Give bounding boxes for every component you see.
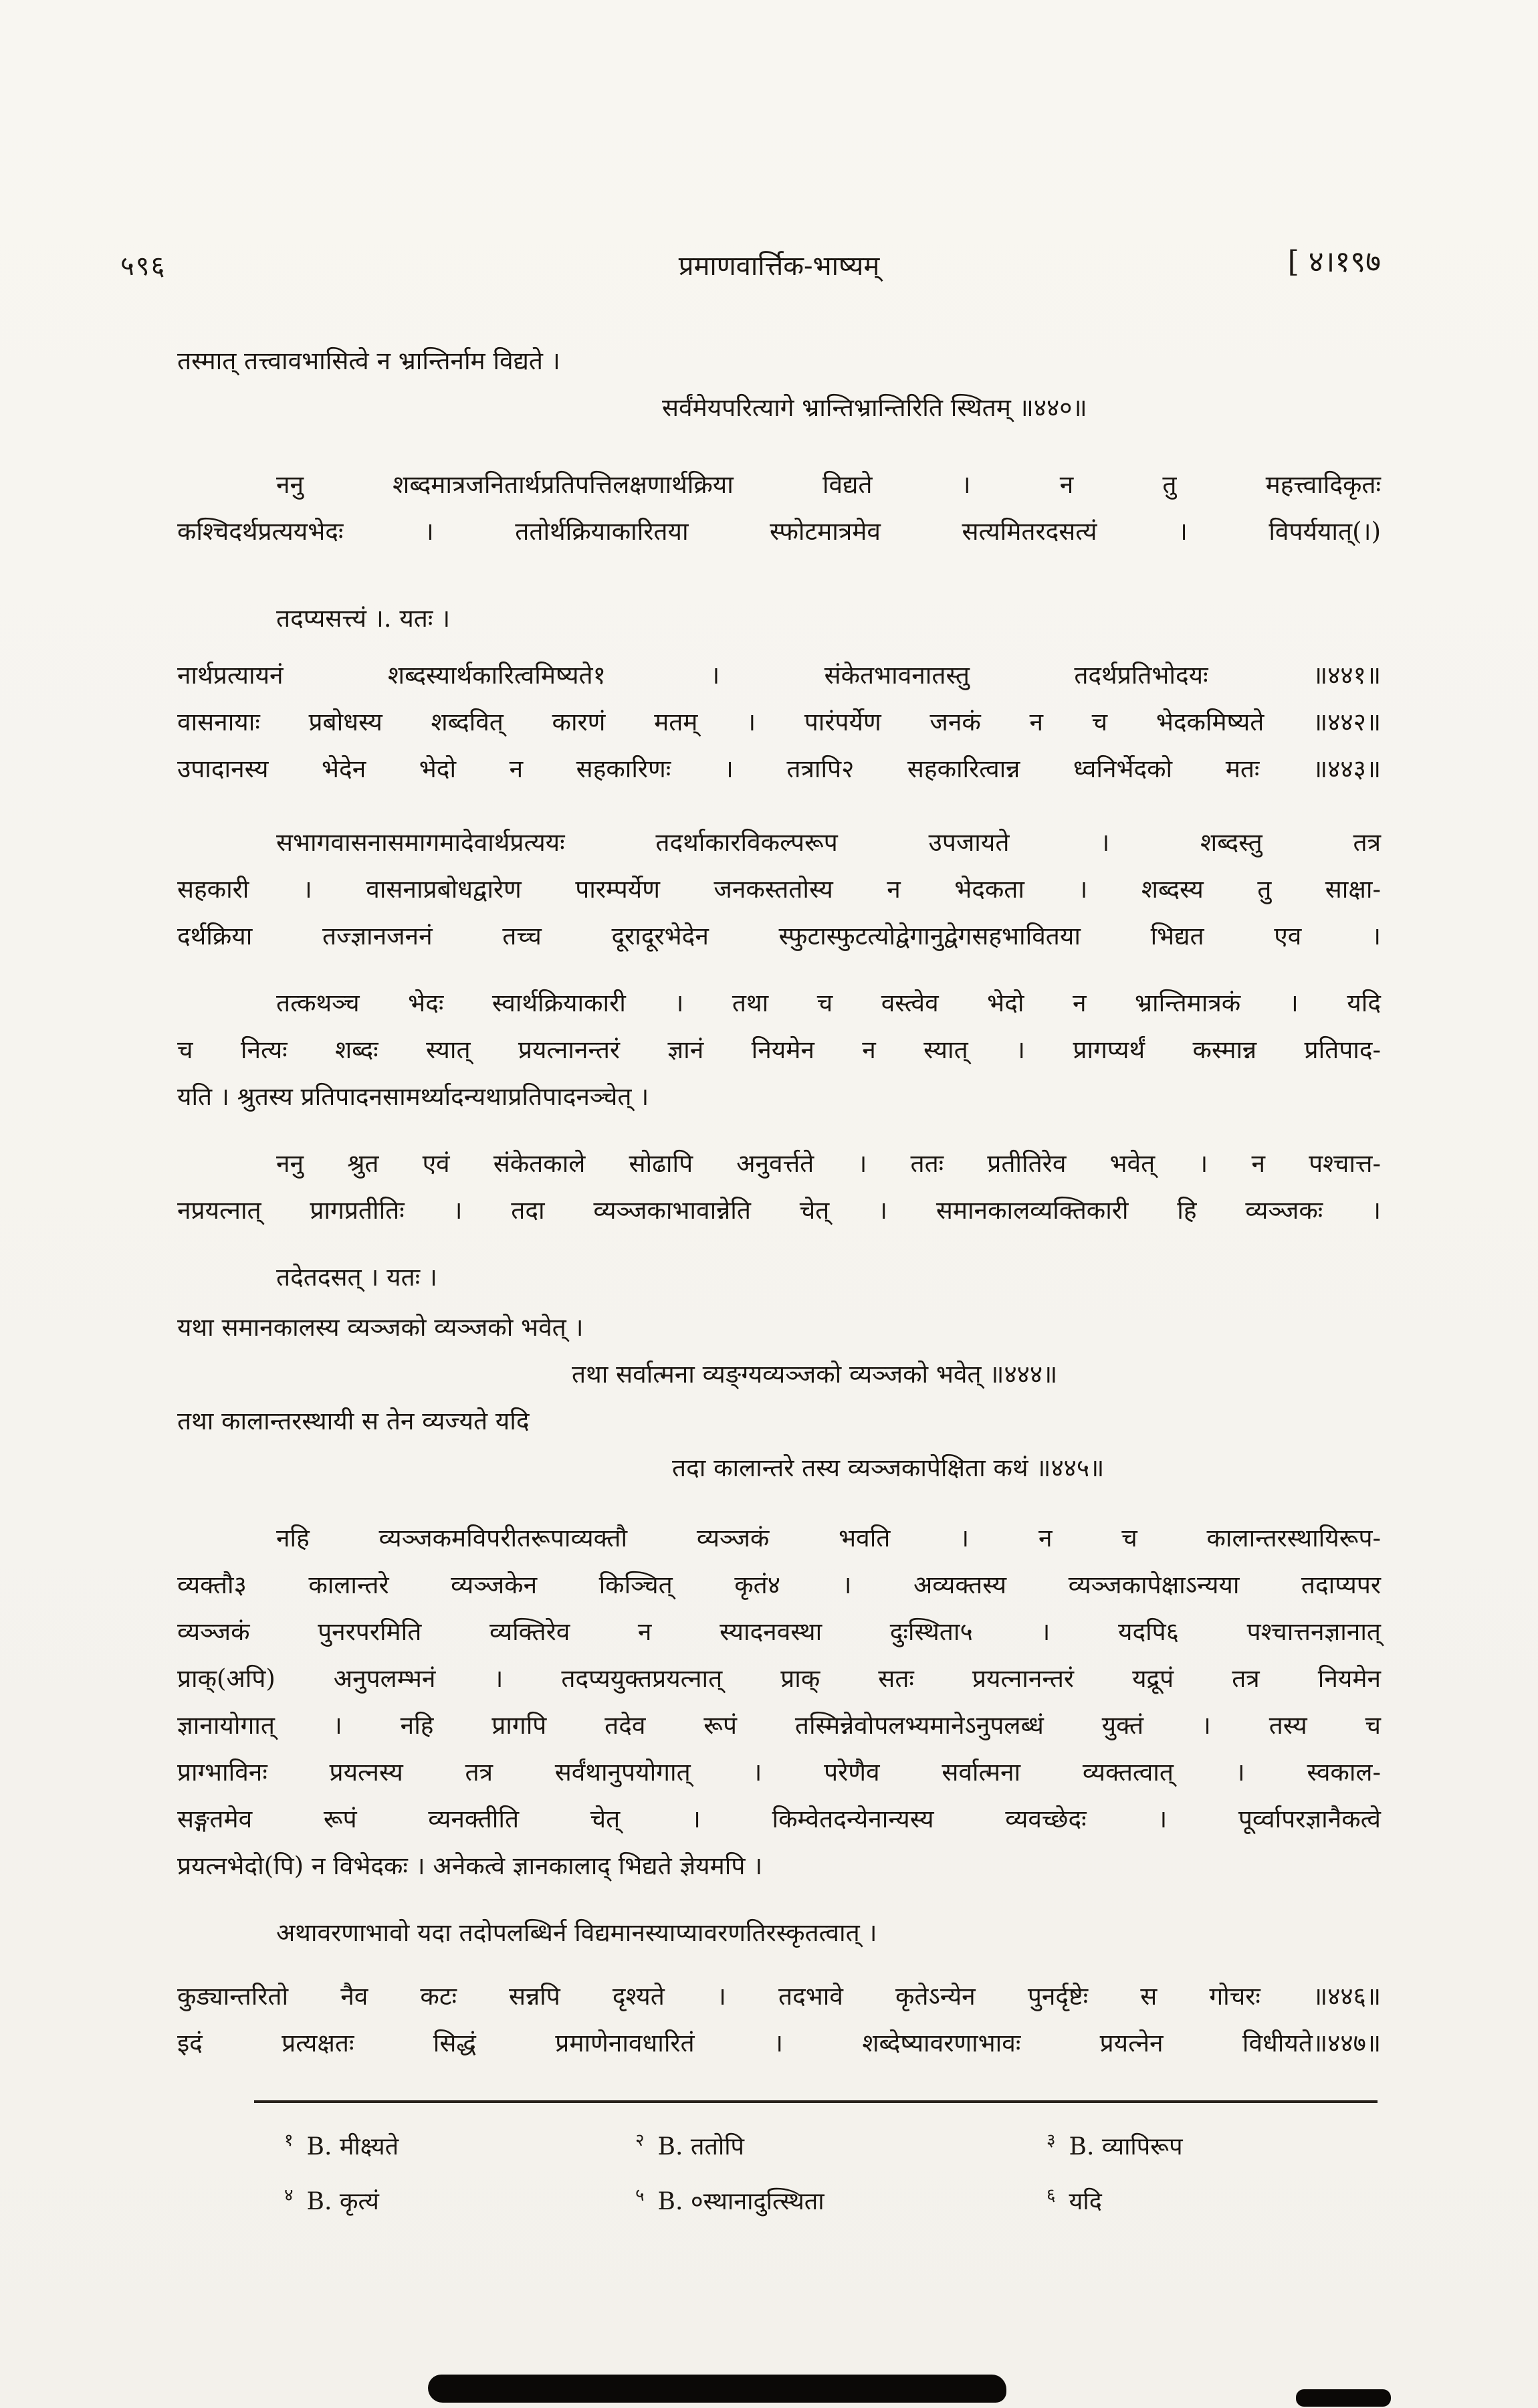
footnote-text: यदि [1069,2188,1102,2215]
verses-441-443 [177,652,1381,793]
verse-line: तस्मात् तत्त्वावभासित्वे न भ्रान्तिर्नाम विद्यते । [177,346,560,375]
verse-line: कुड्यान्तरितो नैव कटः सन्नपि दृश्यते । तदभावे कृतेऽन्येन पुनर्दृष्टेः स गोचरः ॥४४६॥ [177,1982,1381,2011]
paragraph [177,1254,1381,1301]
paragraph [177,462,1381,555]
verse-line: यथा समानकालस्य व्यञ्जको व्यञ्जको भवेत् । [177,1313,584,1342]
paragraph-line: अथावरणाभावो यदा तदोपलब्धिर्न विद्यमानस्याप्यावरणतिरस्कृतत्वात् । [276,1918,877,1947]
verses-444-445 [177,1304,1381,1492]
footnote-marker: ६ [1047,2185,1056,2205]
scan-artifact [1296,2389,1391,2407]
verse-line: तथा कालान्तरस्थायी स तेन व्यज्यते यदि [177,1407,530,1435]
footnotes [177,2120,1381,2229]
verse-line: उपादानस्य भेदेन भेदो न सहकारिणः । तत्रापि२ सहकारित्वान्न ध्वनिर्भेदको मतः ॥४४३॥ [177,755,1381,783]
footnote-item [1047,2120,1183,2175]
paragraph-line: दर्थक्रिया तज्ज्ञानजननं तच्च दूरादूरभेदेन स्फुटास्फुटत्योद्वेगानुद्वेगसहभावितया भिद्यत एव । [177,922,1381,950]
paragraph-line: प्रयत्नभेदो(पि) न विभेदकः । अनेकत्वे ज्ञानकालाद् भिद्यते ज्ञेयमपि । [177,1851,763,1880]
paragraph-line: तदेतदसत् । यतः । [276,1263,437,1292]
verse-line: सर्वंमेयपरित्यागे भ्रान्तिभ्रान्तिरिति स्थितम् ॥४४०॥ [662,393,1087,422]
verse-440 [177,338,1381,431]
paragraph [177,1910,1381,1956]
paragraph-line: कश्चिदर्थप्रत्ययभेदः । ततोर्थक्रियाकारितया स्फोटमात्रमेव सत्यमितरदसत्यं । विपर्ययात्(।) [177,517,1381,546]
paragraph-line: प्राग्भाविनः प्रयत्नस्य तत्र सर्वंथानुपयोगात् । परेणैव सर्वात्मना व्यक्तत्वात् । स्वकाल- [177,1758,1381,1787]
verse-line: तथा सर्वात्मना व्यङ्ग्यव्यञ्जको व्यञ्जको भवेत् ॥४४४॥ [572,1360,1058,1389]
verse-line: नार्थप्रत्यायनं शब्दस्यार्थकारित्वमिष्यते१ । संकेतभावनातस्तु तदर्थप्रतिभोदयः ॥४४१॥ [177,661,1381,690]
paragraph [177,819,1381,960]
paragraph-line: सहकारी । वासनाप्रबोधद्वारेण पारम्पर्येण जनकस्ततोस्य न भेदकता । शब्दस्य तु साक्षा- [177,875,1381,904]
paragraph [177,980,1381,1120]
footnote-item [635,2120,744,2175]
verse-line: वासनायाः प्रबोधस्य शब्दवित् कारणं मतम् । पारंपर्येण जनकं न च भेदकमिष्यते ॥४४२॥ [177,708,1381,736]
footnote-marker: ५ [635,2185,645,2205]
page-header-title: प्रमाणवार्त्तिक-भाष्यम् [678,251,880,282]
paragraph-line: प्राक्(अपि) अनुपलम्भनं । तदप्ययुक्तप्रयत्नात् प्राक् सतः प्रयत्नानन्तरं यद्रूपं तत्र नियमेन [177,1664,1381,1693]
paragraph-line: च नित्यः शब्दः स्यात् प्रयत्नानन्तरं ज्ञानं नियमेन न स्यात् । प्रागप्यर्थं कस्मान्न प्रतिपाद- [177,1035,1381,1064]
paragraph-line: तत्कथञ्च भेदः स्वार्थक्रियाकारी । तथा च वस्त्वेव भेदो न भ्रान्तिमात्रकं । यदि [276,989,1381,1017]
scan-artifact [428,2375,1006,2403]
footnote-rule [254,2100,1378,2103]
footnote-item [1047,2175,1102,2229]
paragraph-line: नप्रयत्नात् प्रागप्रतीतिः । तदा व्यञ्जकाभावान्नेति चेत् । समानकालव्यक्तिकारी हि व्यञ्जकः । [177,1196,1381,1225]
verse-line: तदा कालान्तरे तस्य व्यञ्जकापेक्षिता कथं ॥४४५॥ [672,1453,1105,1482]
text-block [120,245,1381,2229]
footnote-row [177,2175,1381,2229]
footnote-marker: ३ [1047,2130,1056,2150]
paragraph [177,1140,1381,1234]
footnote-item [284,2175,379,2229]
verses-446-447 [177,1973,1381,2067]
running-header [120,245,1381,301]
paragraph-line: व्यक्तौ३ कालान्तरे व्यञ्जकेन किञ्चित् कृतं४ । अव्यक्तस्य व्यञ्जकापेक्षाऽन्यया तदाप्यपर [177,1571,1381,1599]
footnote-text: B. मीक्ष्यते [306,2133,399,2161]
footnote-text: B. व्यापिरूप [1069,2133,1183,2161]
paragraph-line: तदप्यसत्त्यं ।. यतः । [276,604,451,633]
paragraph [177,595,1381,642]
paragraph-line: ननु शब्दमात्रजनितार्थप्रतिपत्तिलक्षणार्थक्रिया विद्यते । न तु महत्त्वादिकृतः [276,470,1381,499]
footnote-text: B. कृत्यं [306,2188,379,2215]
footnote-text: B. ततोपि [657,2133,745,2161]
paragraph-line: नहि व्यञ्जकमविपरीतरूपाव्यक्तौ व्यञ्जकं भवति । न च कालान्तरस्थायिरूप- [276,1524,1381,1552]
footnote-row [177,2120,1381,2175]
paragraph-line: ननु श्रुत एवं संकेतकाले सोढापि अनुवर्त्तते । ततः प्रतीतिरेव भवेत् । न पश्चात्त- [276,1149,1381,1178]
footnote-marker: २ [635,2130,645,2150]
paragraph-line: यति । श्रुतस्य प्रतिपादनसामर्थ्यादन्यथाप्रतिपादनञ्चेत् । [177,1082,649,1111]
verse-line: इदं प्रत्यक्षतः सिद्धं प्रमाणेनावधारितं । शब्देष्यावरणाभावः प्रयत्नेन विधीयते॥४४७॥ [177,2029,1381,2058]
footnote-item [635,2175,825,2229]
footnote-item [284,2120,399,2175]
page-number: ५९६ [120,251,167,282]
paragraph-line: व्यञ्जकं पुनरपरमिति व्यक्तिरेव न स्यादनवस्था दुःस्थिता५ । यदपि६ पश्चात्तनज्ञानात् [177,1617,1381,1646]
footnote-marker: १ [284,2130,294,2150]
paragraph-line: ज्ञानायोगात् । नहि प्रागपि तदेव रूपं तस्मिन्नेवोपलभ्यमानेऽनुपलब्धं युक्तं । तस्य च [177,1711,1381,1740]
footnote-marker: ४ [284,2185,294,2205]
paragraph-line: सङ्गतमेव रूपं व्यनक्तीति चेत् । किम्वेतदन्येनान्यस्य व्यवच्छेदः । पूर्व्वापरज्ञानैकत्वे [177,1805,1381,1833]
paragraph-line: सभागवासनासमागमादेवार्थप्रत्ययः तदर्थाकारविकल्परूप उपजायते । शब्दस्तु तत्र [276,828,1381,857]
page-reference: [ ४।१९७ [1287,245,1381,279]
paragraph [177,1515,1381,1890]
footnote-text: B. ०स्थानादुत्स्थिता [657,2188,825,2215]
